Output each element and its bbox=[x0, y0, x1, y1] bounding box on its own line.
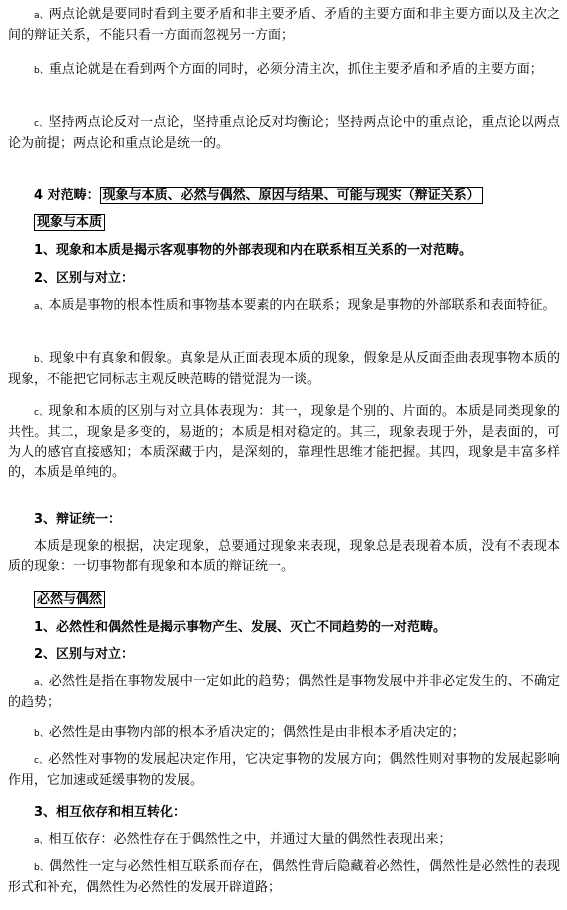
paragraph-text: 坚持两点论反对一点论，坚持重点论反对均衡论；坚持两点论中的重点论，重点论以两点论为前提；两点论和重点论是统一的。 bbox=[8, 115, 560, 151]
paragraph-key-point-theory bbox=[8, 60, 560, 81]
item-marker: c、 bbox=[34, 408, 49, 418]
paragraph-text: 本质是事物的根本性质和事物基本要素的内在联系；现象是事物的外部联系和表面特征。 bbox=[48, 298, 556, 313]
item-marker: c、 bbox=[34, 756, 49, 766]
item-marker: a、 bbox=[34, 678, 49, 688]
item-marker: b、 bbox=[34, 66, 49, 76]
paragraph-text: 相互依存：必然性存在于偶然性之中，并通过大量的偶然性表现出来； bbox=[48, 832, 452, 847]
paragraph-necessity-a bbox=[8, 672, 560, 713]
paragraph-distinction-c bbox=[8, 402, 560, 483]
paragraph-unity bbox=[8, 113, 560, 154]
item-marker: a、 bbox=[34, 302, 49, 312]
paragraph-necessity-c bbox=[8, 750, 560, 791]
heading-necessity-contingency: 必然与偶然 bbox=[34, 590, 105, 610]
item-marker: a、 bbox=[34, 836, 49, 846]
item-marker: c、 bbox=[34, 119, 49, 129]
subheading-interdependence: 3、相互依存和相互转化： bbox=[34, 805, 187, 820]
paragraph-text: 两点论就是要同时看到主要矛盾和非主要矛盾、矛盾的主要方面和非主要方面以及主次之间的辩证关系，不能只看一方面而忽视另一方面； bbox=[8, 7, 560, 43]
paragraph-interdependence-b bbox=[8, 857, 560, 898]
item-marker: b、 bbox=[34, 355, 49, 365]
paragraph-unity-phenomenon: 本质是现象的根据，决定现象，总要通过现象来表现，现象总是表现着本质，没有不表现本质的现象：一切事物都有现象和本质的辩证统一。 bbox=[8, 539, 560, 574]
definition-necessity: 1、必然性和偶然性是揭示事物产生、发展、灭亡不同趋势的一对范畴。 bbox=[34, 620, 447, 635]
item-marker: a、 bbox=[34, 11, 49, 21]
item-marker: b、 bbox=[34, 729, 49, 739]
paragraph-interdependence-a bbox=[8, 830, 560, 851]
heading-phenomenon-essence: 现象与本质 bbox=[34, 213, 105, 233]
section-prefix: 4 对范畴： bbox=[34, 188, 100, 203]
paragraph-text: 必然性是指在事物发展中一定如此的趋势；偶然性是事物发展中并非必定发生的、不确定的趋势； bbox=[8, 674, 560, 710]
paragraph-text: 现象中有真象和假象。真象是从正面表现本质的现象，假象是从反面歪曲表现事物本质的现象，不能把它同标志主观反映范畴的错觉混为一谈。 bbox=[8, 351, 560, 387]
paragraph-essence-a bbox=[8, 296, 560, 317]
definition-phenomenon: 1、现象和本质是揭示客观事物的外部表现和内在联系相互关系的一对范畴。 bbox=[34, 243, 473, 258]
subheading-dialectical-unity: 3、辩证统一： bbox=[34, 512, 122, 527]
boxed-categories: 现象与本质、必然与偶然、原因与结果、可能与现实（辩证关系） bbox=[100, 187, 483, 204]
subheading-distinction: 2、区别与对立： bbox=[34, 271, 135, 286]
paragraph-necessity-b bbox=[8, 723, 560, 744]
paragraph-appearance-b bbox=[8, 349, 560, 390]
item-marker: b、 bbox=[34, 863, 49, 873]
section-heading-four-categories bbox=[34, 186, 483, 206]
paragraph-text: 必然性对事物的发展起决定作用，它决定事物的发展方向；偶然性则对事物的发展起影响作用，它加速或延缓事物的发展。 bbox=[8, 752, 560, 788]
paragraph-two-point-theory bbox=[8, 5, 560, 46]
paragraph-text: 现象和本质的区别与对立具体表现为：其一，现象是个别的、片面的。本质是同类现象的共性。其二，现象是多变的，易逝的；本质是相对稳定的。其三，现象表现于外，是表面的，可为人的感官直接感知；本质深藏于内，是深刻的，靠理性思维才能把握。其四，现象是丰富多样的，本质是单纯的。 bbox=[8, 404, 560, 480]
paragraph-text: 重点论就是在看到两个方面的同时，必须分清主次，抓住主要矛盾和矛盾的主要方面； bbox=[48, 62, 543, 77]
subheading-distinction-2: 2、区别与对立： bbox=[34, 647, 135, 662]
paragraph-text: 必然性是由事物内部的根本矛盾决定的；偶然性是由非根本矛盾决定的； bbox=[48, 725, 465, 740]
paragraph-text: 偶然性一定与必然性相互联系而存在，偶然性背后隐藏着必然性，偶然性是必然性的表现形式和补充，偶然性为必然性的发展开辟道路； bbox=[8, 859, 560, 895]
